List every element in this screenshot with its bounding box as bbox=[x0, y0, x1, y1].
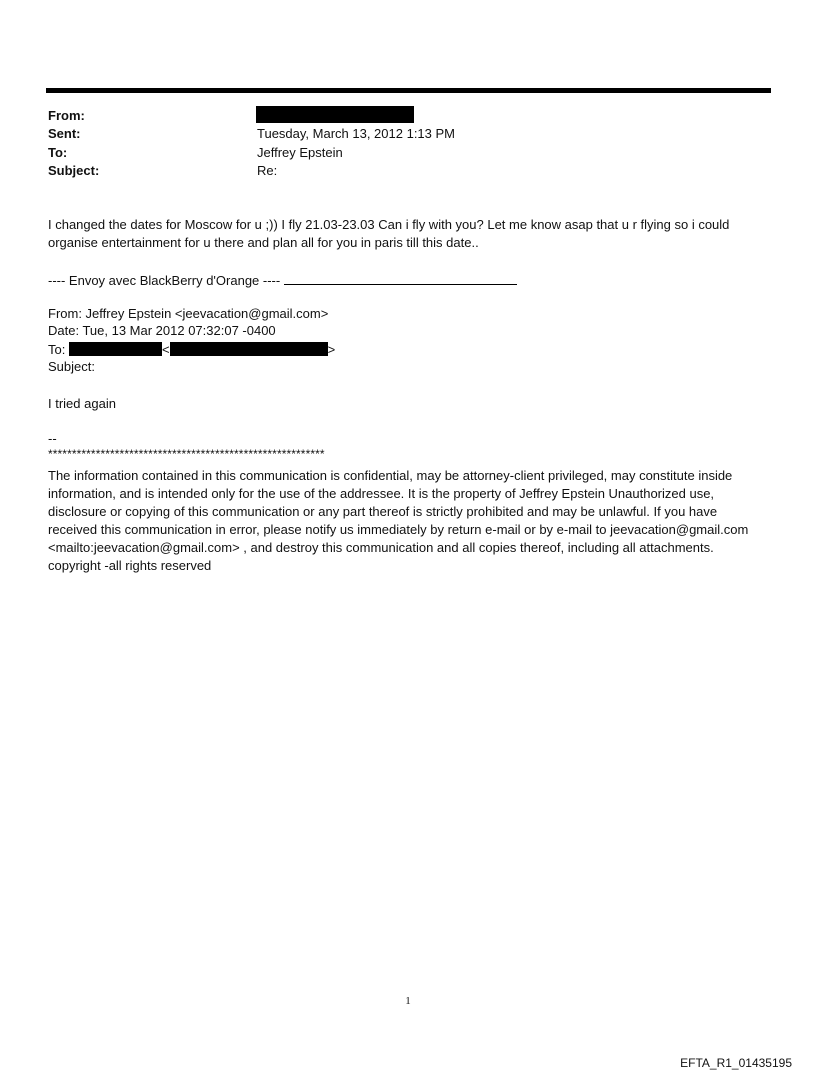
quoted-message: I tried again bbox=[48, 396, 116, 411]
separator-rule bbox=[284, 271, 517, 285]
subject-label: Subject: bbox=[48, 163, 100, 178]
to-email-redaction bbox=[170, 342, 328, 356]
to-name-redaction bbox=[69, 342, 162, 356]
signature-text: ---- Envoy avec BlackBerry d'Orange ---- bbox=[48, 273, 281, 288]
quoted-to-open: < bbox=[161, 342, 170, 357]
sent-value: Tuesday, March 13, 2012 1:13 PM bbox=[257, 126, 455, 141]
quoted-to-label: To: bbox=[48, 342, 66, 357]
disclaimer-text: The information contained in this communication is confidential, may be attorney-client privileged, may constitute inside information, and is intended only for the use of the addressee. It is the property of Jeffrey Epstein Unauthorized use, disclosure or copying of this communication or any part thereof is strictly prohibited and may be unlawful. If you have received this communication in error, please notify us immediately by return e-mail or by e-mail to jeevacation@gmail.com <mailto:jeevacation@gmail.com> , and destroy this communication and all copies thereof, including all attachments. copyright -all rights reserved bbox=[48, 468, 749, 573]
quoted-subject-line: Subject: bbox=[48, 359, 95, 374]
asterisk-line: ********************************************************** bbox=[48, 447, 325, 461]
from-redaction bbox=[256, 106, 414, 123]
subject-value: Re: bbox=[257, 163, 278, 178]
quoted-date-line: Date: Tue, 13 Mar 2012 07:32:07 -0400 bbox=[48, 323, 276, 338]
quoted-to-line bbox=[48, 341, 335, 358]
sent-label: Sent: bbox=[48, 126, 81, 141]
header-rule bbox=[46, 88, 771, 93]
to-label: To: bbox=[48, 145, 68, 160]
quoted-to-close: > bbox=[327, 342, 336, 357]
from-label: From: bbox=[48, 108, 85, 123]
message-body: I changed the dates for Moscow for u ;)) I fly 21.03-23.03 Can i fly with you? Let me know asap that u r flying so i could organise entertainment for u there and plan all for you in paris till this date.. bbox=[48, 217, 730, 250]
quoted-from-line: From: Jeffrey Epstein <jeevacation@gmail.com> bbox=[48, 306, 329, 321]
page-number: 1 bbox=[405, 995, 411, 1007]
sig-dashes: -- bbox=[48, 431, 57, 446]
bates-number: EFTA_R1_01435195 bbox=[680, 1056, 792, 1070]
to-value: Jeffrey Epstein bbox=[257, 145, 343, 160]
signature-line bbox=[48, 271, 517, 289]
